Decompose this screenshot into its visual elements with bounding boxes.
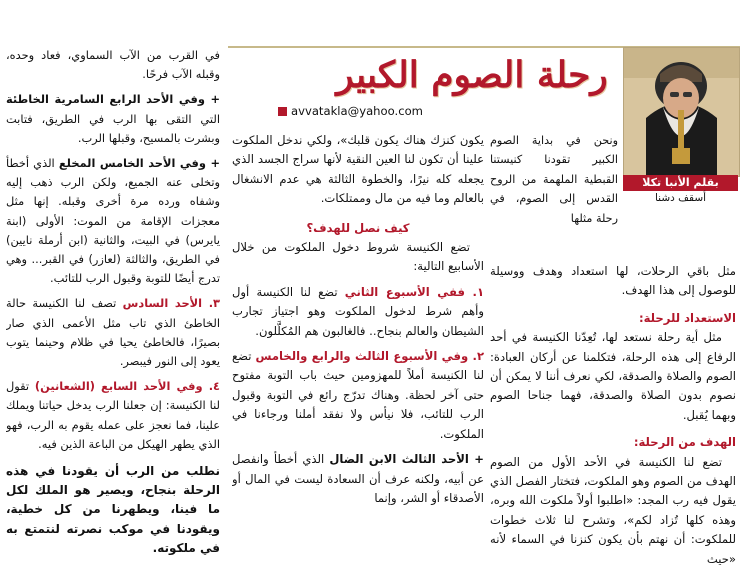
section-heading-how: كيف نصل للهدف؟ — [306, 220, 410, 235]
sunday7-text: تقول لنا الكنيسة: إن جعلنا الرب يدخل حياتنا ويملك علينا، فما نعجز على عمله يقوم به الرب، فهو الذي يطهر الهيكل من الباعة الذين فيه. — [6, 379, 220, 451]
sunday6-label: ٣. الأحد السادس — [122, 296, 220, 311]
left-column — [6, 46, 220, 577]
middle-paragraph-1: يكون كنزك هناك يكون قلبك»، ولكي ندخل الملكوت علينا أن تكون لنا العين النقية لأنها سراج الجسد الذي يجعله كله نيرًا، والخطوة الثالثة هي عدم الانشغال بالعالم وما فيه من مال وممتلكات. — [232, 133, 484, 206]
email-text: avvatakla@yahoo.com — [291, 104, 423, 118]
week2-label: ١. ففي الأسبوع الثاني — [344, 284, 484, 299]
right-column-intro — [490, 131, 618, 277]
preparation-paragraph: مثل أية رحلة نستعد لها، تُعِدّنا الكنيسة في أحد الرفاع إلى هذه الرحلة، فتكلمنا عن أركان العبادة: الصوم والصلاة والصدقة، لكي نعرف أننا لا يمكن أن نصوم بدون الصلاة والصدقة، فهما جناحا الصوم وبهما يُقبل. — [490, 330, 736, 422]
author-photo — [623, 47, 740, 177]
sunday5-label: + وفي الأحد الخامس المخلع — [58, 156, 220, 171]
how-paragraph: تضع الكنيسة شروط دخول الملكوت من خلال الأسابيع التالية: — [232, 240, 484, 274]
left-paragraph-1: في القرب من الآب السماوي، فعاد وحده، وقبله الآب فرحًا. — [6, 48, 220, 82]
author-name-banner: بقلم الأنبا تكلا — [623, 175, 738, 191]
right-column — [490, 262, 736, 577]
middle-column — [232, 131, 484, 577]
sunday3-label: + الأحد الثالث الابن الضال — [329, 452, 484, 467]
article-title: رحلة الصوم الكبير — [336, 54, 608, 96]
sunday6-text: تصف لنا الكنيسة حالة الخاطئ الذي تاب مثل الأعمى الذي صار بصيرًا، فالخاطئ يحيا في ظلام وحينما يتوب يعود إلى النور فيبصر. — [6, 296, 220, 369]
sunday4-text: التي التقى بها الرب في الطريق، فتابت وبشرت بالمسيح، وقبلها الرب. — [6, 111, 220, 145]
intro-paragraph: ونحن في بداية الصوم الكبير تقودنا كنيستنا القبطية الملهمة من الروح القدس إلى الصوم، في رحلة مثلها — [490, 134, 618, 225]
email-bullet-icon — [278, 107, 287, 116]
goal-paragraph: تضع لنا الكنيسة في الأحد الأول من الصوم الهدف من الصوم وهو الملكوت، فتختار الفصل الذي يقول فيه رب المجد: «اطلبوا أولاً ملكوت الله وبره، وهذه كلها تُزاد لكم»، وتشرح لنا ثلاث خطوات للملكوت: أن نهتم بأن يكون كنزنا في السماء لأنه «حيث — [490, 454, 736, 566]
author-portrait-illustration — [624, 48, 739, 176]
sunday3-text: الذي أخطأ وانفصل عن أبيه، ولكنه عرف أن السعادة ليست في المال أو الأصدقاء أو الشر، وإنما — [232, 452, 484, 505]
closing-prayer: نطلب من الرب أن يقودنا في هذه الرحلة بنجاح، ويصير هو الملك لكل ما فينا، ويطهرنا من كل خطية، ويقودنا في موكب نصرته لنتمتع به في ملكوته. — [6, 464, 220, 555]
author-role: أسقف دشنا — [623, 191, 738, 206]
intro-paragraph-continued: مثل باقي الرحلات، لها استعداد وهدف ووسيلة للوصول إلى هذا الهدف. — [490, 264, 736, 298]
section-heading-preparation: الاستعداد للرحلة: — [639, 310, 736, 325]
author-email[interactable] — [278, 104, 423, 122]
week345-label: ٢. وفي الأسبوع الثالث والرابع والخامس — [255, 349, 484, 364]
week345-text: تضع لنا الكنيسة أملاً للمهزومين حيث باب التوبة مفتوح حتى آخر لحظة. وهناك تدرّج رائع في التوبة وقبول الرب للتائب، فلا نيأس ولا نفقد أملنا ورجاءنا في الملكوت. — [232, 349, 484, 441]
sunday7-label: ٤. وفي الأحد السابع (الشعانين) — [34, 379, 220, 394]
section-heading-goal: الهدف من الرحلة: — [633, 435, 736, 450]
week2-text: تضع لنا الكنيسة أول وأهم شرط لدخول الملكوت وهو اجتياز تجارب الشيطان والعالم بنجاح.. فالغالبون هم المُكلَّلون. — [232, 284, 484, 338]
sunday5-text: الذي أخطأ وتخلى عنه الجميع، ولكن الرب ذهب إليه وشفاه ورده مرة أخرى وقبله. إنها مثل معجزات الإقامة من الموت: الأولى (ابنة يايرس) في البيت، والثانية (ابن أرملة نايين) في الطريق، والثالثة (لعازر) في القبر... وهي تدرج أيضًا للتوبة وقبول الرب للتائب. — [6, 156, 220, 286]
sunday4-label: + وفي الأحد الرابع السامرية الخاطئة — [6, 92, 220, 107]
